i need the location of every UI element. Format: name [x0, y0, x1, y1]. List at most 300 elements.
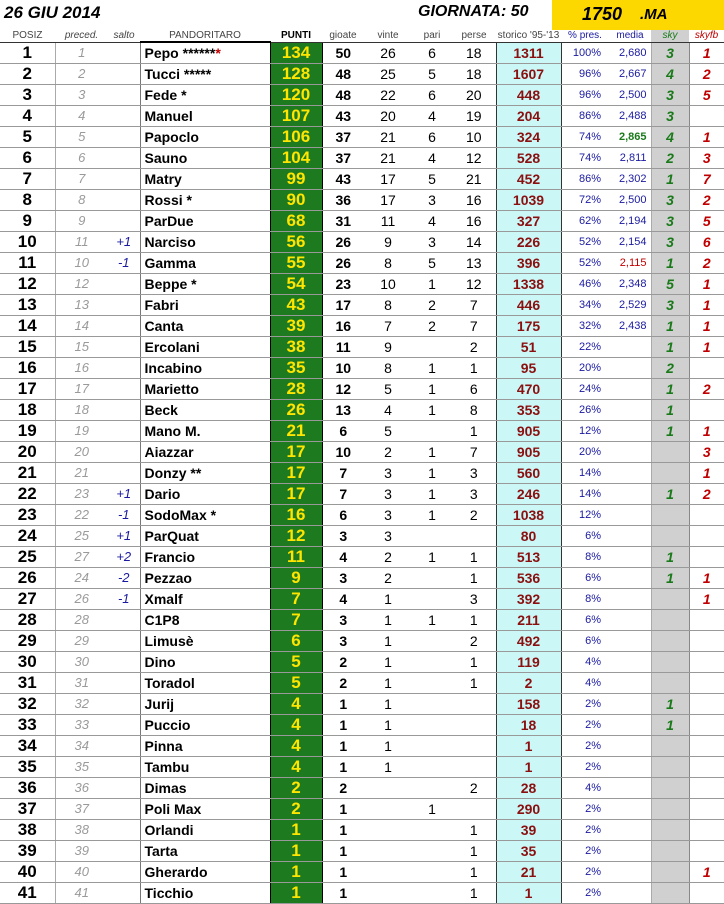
table-row [0, 274, 724, 295]
points-cell: 35 [270, 358, 322, 379]
won-cell [364, 883, 412, 904]
won-cell: 1 [364, 694, 412, 715]
media-cell [609, 883, 651, 904]
previous-position-cell: 23 [55, 484, 108, 505]
media-cell [609, 799, 651, 820]
history-cell: 2 [496, 673, 561, 694]
lost-cell: 1 [452, 652, 496, 673]
position-cell: 16 [0, 358, 55, 379]
table-row [0, 862, 724, 883]
draw-cell [412, 883, 452, 904]
position-cell: 28 [0, 610, 55, 631]
player-name-cell [140, 547, 270, 568]
lost-cell: 2 [452, 337, 496, 358]
history-cell: 21 [496, 862, 561, 883]
player-name-cell [140, 694, 270, 715]
sky-cell: 1 [651, 253, 689, 274]
lost-cell [452, 694, 496, 715]
lost-cell: 12 [452, 274, 496, 295]
played-cell: 2 [322, 673, 364, 694]
won-cell: 5 [364, 421, 412, 442]
media-cell [609, 337, 651, 358]
played-cell: 12 [322, 379, 364, 400]
player-name-cell [140, 85, 270, 106]
player-name: Incabino [144, 360, 203, 376]
points-cell: 11 [270, 547, 322, 568]
previous-position-cell: 27 [55, 547, 108, 568]
points-cell: 16 [270, 505, 322, 526]
presence-perc-cell: 72% [561, 190, 609, 211]
player-name: Beppe * [144, 276, 197, 292]
presence-perc-cell: 86% [561, 106, 609, 127]
player-name-cell [140, 883, 270, 904]
position-jump-cell [108, 64, 140, 85]
position-jump-cell [108, 358, 140, 379]
history-cell: 18 [496, 715, 561, 736]
player-name-cell [140, 526, 270, 547]
lost-cell: 7 [452, 442, 496, 463]
points-cell: 17 [270, 484, 322, 505]
presence-perc-cell: 52% [561, 253, 609, 274]
player-name: Tarta [144, 843, 178, 859]
position-jump-cell [108, 652, 140, 673]
won-cell: 1 [364, 673, 412, 694]
position-jump-cell: +1 [108, 232, 140, 253]
player-name-cell [140, 568, 270, 589]
draw-cell: 1 [412, 379, 452, 400]
player-name-cell [140, 631, 270, 652]
previous-position-cell: 31 [55, 673, 108, 694]
position-cell: 32 [0, 694, 55, 715]
draw-cell [412, 589, 452, 610]
played-cell: 10 [322, 358, 364, 379]
position-jump-cell: +2 [108, 547, 140, 568]
media-cell [609, 358, 651, 379]
position-cell: 4 [0, 106, 55, 127]
player-name-cell [140, 295, 270, 316]
sky-cell [651, 883, 689, 904]
position-cell: 17 [0, 379, 55, 400]
table-row [0, 757, 724, 778]
sky-cell: 3 [651, 85, 689, 106]
sky-cell: 4 [651, 127, 689, 148]
presence-perc-cell: 6% [561, 631, 609, 652]
previous-position-cell: 20 [55, 442, 108, 463]
won-cell: 8 [364, 295, 412, 316]
sky-cell [651, 631, 689, 652]
position-cell: 37 [0, 799, 55, 820]
won-cell: 10 [364, 274, 412, 295]
points-cell: 4 [270, 715, 322, 736]
previous-position-cell: 4 [55, 106, 108, 127]
position-jump-cell [108, 820, 140, 841]
draw-cell: 1 [412, 547, 452, 568]
table-row [0, 883, 724, 904]
won-cell: 3 [364, 526, 412, 547]
skyfb-cell: 5 [689, 211, 724, 232]
won-cell: 7 [364, 316, 412, 337]
position-jump-cell: -1 [108, 505, 140, 526]
table-row [0, 127, 724, 148]
player-name: Marietto [144, 381, 199, 397]
points-cell: 12 [270, 526, 322, 547]
won-cell: 1 [364, 610, 412, 631]
won-cell: 3 [364, 463, 412, 484]
giornata-label: GIORNATA: 50 [418, 3, 529, 20]
player-name-cell [140, 253, 270, 274]
player-name-cell [140, 820, 270, 841]
played-cell: 3 [322, 631, 364, 652]
total-suffix: .MA [640, 6, 668, 23]
media-cell [609, 841, 651, 862]
previous-position-cell: 14 [55, 316, 108, 337]
played-cell: 1 [322, 883, 364, 904]
lost-cell: 2 [452, 631, 496, 652]
lost-cell [452, 715, 496, 736]
skyfb-cell [689, 610, 724, 631]
sky-cell [651, 757, 689, 778]
presence-perc-cell: 4% [561, 778, 609, 799]
player-name: Gherardo [144, 864, 208, 880]
presence-perc-cell: 8% [561, 589, 609, 610]
skyfb-cell: 1 [689, 316, 724, 337]
position-cell: 21 [0, 463, 55, 484]
player-name-cell [140, 169, 270, 190]
media-cell [609, 610, 651, 631]
player-name: Pinna [144, 738, 183, 754]
table-row [0, 778, 724, 799]
media-cell [609, 694, 651, 715]
media-cell: 2,500 [609, 85, 651, 106]
player-name: Poli Max [144, 801, 202, 817]
points-cell: 4 [270, 694, 322, 715]
lost-cell: 3 [452, 589, 496, 610]
player-name-cell [140, 358, 270, 379]
skyfb-cell: 1 [689, 127, 724, 148]
draw-cell: 1 [412, 274, 452, 295]
skyfb-cell: 1 [689, 463, 724, 484]
position-cell: 12 [0, 274, 55, 295]
played-cell: 2 [322, 652, 364, 673]
previous-position-cell: 2 [55, 64, 108, 85]
position-jump-cell [108, 211, 140, 232]
draw-cell: 6 [412, 85, 452, 106]
previous-position-cell: 22 [55, 505, 108, 526]
skyfb-cell [689, 736, 724, 757]
player-name: Beck [144, 402, 178, 418]
position-cell: 36 [0, 778, 55, 799]
position-jump-cell [108, 736, 140, 757]
table-row [0, 379, 724, 400]
draw-cell [412, 841, 452, 862]
position-cell: 22 [0, 484, 55, 505]
player-name: Dimas [144, 780, 187, 796]
played-cell: 43 [322, 106, 364, 127]
media-cell: 2,438 [609, 316, 651, 337]
media-cell: 2,529 [609, 295, 651, 316]
player-name: Donzy ** [144, 465, 202, 481]
col-name: PANDORITARO [140, 30, 270, 42]
previous-position-cell: 11 [55, 232, 108, 253]
played-cell: 48 [322, 64, 364, 85]
points-cell: 107 [270, 106, 322, 127]
history-cell: 1338 [496, 274, 561, 295]
skyfb-cell [689, 673, 724, 694]
player-name-cell [140, 778, 270, 799]
col-lost: perse [452, 30, 496, 42]
presence-perc-cell: 2% [561, 736, 609, 757]
points-cell: 128 [270, 64, 322, 85]
history-cell: 396 [496, 253, 561, 274]
presence-perc-cell: 2% [561, 715, 609, 736]
position-jump-cell [108, 694, 140, 715]
player-name-cell [140, 610, 270, 631]
points-cell: 7 [270, 610, 322, 631]
media-cell: 2,302 [609, 169, 651, 190]
position-jump-cell [108, 85, 140, 106]
player-name: Tucci ***** [144, 66, 212, 82]
lost-cell: 13 [452, 253, 496, 274]
lost-cell: 1 [452, 568, 496, 589]
points-cell: 17 [270, 463, 322, 484]
presence-perc-cell: 2% [561, 757, 609, 778]
lost-cell: 1 [452, 862, 496, 883]
player-name: Aiazzar [144, 444, 194, 460]
position-jump-cell [108, 799, 140, 820]
table-row [0, 295, 724, 316]
player-name: Xmalf [144, 591, 183, 607]
standings-table [0, 30, 724, 904]
table-row [0, 463, 724, 484]
played-cell: 4 [322, 547, 364, 568]
draw-cell [412, 736, 452, 757]
media-cell: 2,194 [609, 211, 651, 232]
skyfb-cell [689, 631, 724, 652]
skyfb-cell: 7 [689, 169, 724, 190]
history-cell: 1 [496, 736, 561, 757]
position-cell: 31 [0, 673, 55, 694]
previous-position-cell: 24 [55, 568, 108, 589]
media-cell [609, 589, 651, 610]
presence-perc-cell: 62% [561, 211, 609, 232]
draw-cell: 6 [412, 42, 452, 64]
media-cell: 2,811 [609, 148, 651, 169]
played-cell: 1 [322, 862, 364, 883]
skyfb-cell: 1 [689, 568, 724, 589]
won-cell: 9 [364, 337, 412, 358]
history-cell: 175 [496, 316, 561, 337]
played-cell: 7 [322, 484, 364, 505]
lost-cell: 1 [452, 358, 496, 379]
previous-position-cell: 28 [55, 610, 108, 631]
position-jump-cell [108, 610, 140, 631]
history-cell: 80 [496, 526, 561, 547]
history-cell: 452 [496, 169, 561, 190]
won-cell: 1 [364, 757, 412, 778]
player-name: Gamma [144, 255, 196, 271]
points-cell: 68 [270, 211, 322, 232]
points-cell: 4 [270, 757, 322, 778]
lost-cell: 1 [452, 883, 496, 904]
player-name-cell [140, 736, 270, 757]
won-cell: 21 [364, 127, 412, 148]
skyfb-cell: 1 [689, 589, 724, 610]
won-cell: 8 [364, 358, 412, 379]
table-row [0, 610, 724, 631]
position-jump-cell: +1 [108, 484, 140, 505]
history-cell: 353 [496, 400, 561, 421]
player-name-cell [140, 757, 270, 778]
history-cell: 95 [496, 358, 561, 379]
sky-cell: 1 [651, 169, 689, 190]
history-cell: 905 [496, 421, 561, 442]
table-row [0, 484, 724, 505]
sky-cell: 3 [651, 295, 689, 316]
previous-position-cell: 17 [55, 379, 108, 400]
position-cell: 13 [0, 295, 55, 316]
sky-cell: 1 [651, 568, 689, 589]
presence-perc-cell: 4% [561, 673, 609, 694]
presence-perc-cell: 34% [561, 295, 609, 316]
skyfb-cell: 2 [689, 64, 724, 85]
media-cell [609, 568, 651, 589]
sky-cell: 3 [651, 211, 689, 232]
points-cell: 1 [270, 820, 322, 841]
player-name-cell [140, 589, 270, 610]
skyfb-cell: 1 [689, 295, 724, 316]
position-jump-cell [108, 673, 140, 694]
position-cell: 1 [0, 42, 55, 64]
skyfb-cell: 2 [689, 379, 724, 400]
presence-perc-cell: 74% [561, 148, 609, 169]
previous-position-cell: 34 [55, 736, 108, 757]
skyfb-cell [689, 757, 724, 778]
table-row [0, 85, 724, 106]
lost-cell: 18 [452, 42, 496, 64]
lost-cell: 14 [452, 232, 496, 253]
player-name: Jurij [144, 696, 175, 712]
lost-cell: 12 [452, 148, 496, 169]
skyfb-cell [689, 358, 724, 379]
lost-cell: 2 [452, 778, 496, 799]
previous-position-cell: 21 [55, 463, 108, 484]
points-cell: 99 [270, 169, 322, 190]
player-name: Mano M. [144, 423, 201, 439]
player-name-cell [140, 232, 270, 253]
skyfb-cell [689, 799, 724, 820]
media-cell [609, 400, 651, 421]
history-cell: 327 [496, 211, 561, 232]
history-cell: 446 [496, 295, 561, 316]
draw-cell [412, 694, 452, 715]
position-jump-cell [108, 316, 140, 337]
lost-cell: 3 [452, 484, 496, 505]
lost-cell: 6 [452, 379, 496, 400]
draw-cell [412, 526, 452, 547]
points-cell: 7 [270, 589, 322, 610]
played-cell: 1 [322, 715, 364, 736]
skyfb-cell [689, 400, 724, 421]
previous-position-cell: 3 [55, 85, 108, 106]
won-cell: 8 [364, 253, 412, 274]
lost-cell: 16 [452, 211, 496, 232]
player-name-cell [140, 337, 270, 358]
won-cell: 20 [364, 106, 412, 127]
skyfb-cell: 1 [689, 862, 724, 883]
position-jump-cell [108, 169, 140, 190]
points-cell: 38 [270, 337, 322, 358]
media-cell [609, 757, 651, 778]
lost-cell: 20 [452, 85, 496, 106]
draw-cell: 1 [412, 484, 452, 505]
skyfb-cell [689, 547, 724, 568]
player-name-cell [140, 442, 270, 463]
won-cell: 3 [364, 505, 412, 526]
draw-cell [412, 715, 452, 736]
table-row [0, 673, 724, 694]
played-cell: 1 [322, 799, 364, 820]
history-cell: 28 [496, 778, 561, 799]
won-cell [364, 841, 412, 862]
position-jump-cell [108, 757, 140, 778]
played-cell: 1 [322, 820, 364, 841]
player-name-cell [140, 505, 270, 526]
player-name-cell [140, 106, 270, 127]
previous-position-cell: 9 [55, 211, 108, 232]
position-cell: 30 [0, 652, 55, 673]
col-prev: preced. [55, 30, 108, 42]
previous-position-cell: 5 [55, 127, 108, 148]
media-cell: 2,500 [609, 190, 651, 211]
lost-cell: 19 [452, 106, 496, 127]
col-sky: sky [651, 30, 689, 42]
points-cell: 4 [270, 736, 322, 757]
media-cell [609, 421, 651, 442]
media-cell [609, 736, 651, 757]
history-cell: 1607 [496, 64, 561, 85]
points-cell: 28 [270, 379, 322, 400]
previous-position-cell: 37 [55, 799, 108, 820]
won-cell [364, 820, 412, 841]
position-jump-cell [108, 862, 140, 883]
col-points: PUNTI [270, 30, 322, 42]
played-cell: 4 [322, 589, 364, 610]
table-row [0, 526, 724, 547]
media-cell: 2,667 [609, 64, 651, 85]
position-jump-cell [108, 631, 140, 652]
history-cell: 119 [496, 652, 561, 673]
table-row [0, 799, 724, 820]
media-cell [609, 463, 651, 484]
col-jump: salto [108, 30, 140, 42]
points-cell: 5 [270, 673, 322, 694]
previous-position-cell: 10 [55, 253, 108, 274]
points-cell: 134 [270, 42, 322, 64]
player-name-cell [140, 148, 270, 169]
player-name-cell [140, 190, 270, 211]
lost-cell: 1 [452, 547, 496, 568]
media-cell [609, 505, 651, 526]
sky-cell: 1 [651, 547, 689, 568]
played-cell: 6 [322, 421, 364, 442]
previous-position-cell: 12 [55, 274, 108, 295]
position-jump-cell [108, 379, 140, 400]
draw-cell: 5 [412, 253, 452, 274]
previous-position-cell: 7 [55, 169, 108, 190]
history-cell: 51 [496, 337, 561, 358]
table-row [0, 106, 724, 127]
history-cell: 1 [496, 757, 561, 778]
